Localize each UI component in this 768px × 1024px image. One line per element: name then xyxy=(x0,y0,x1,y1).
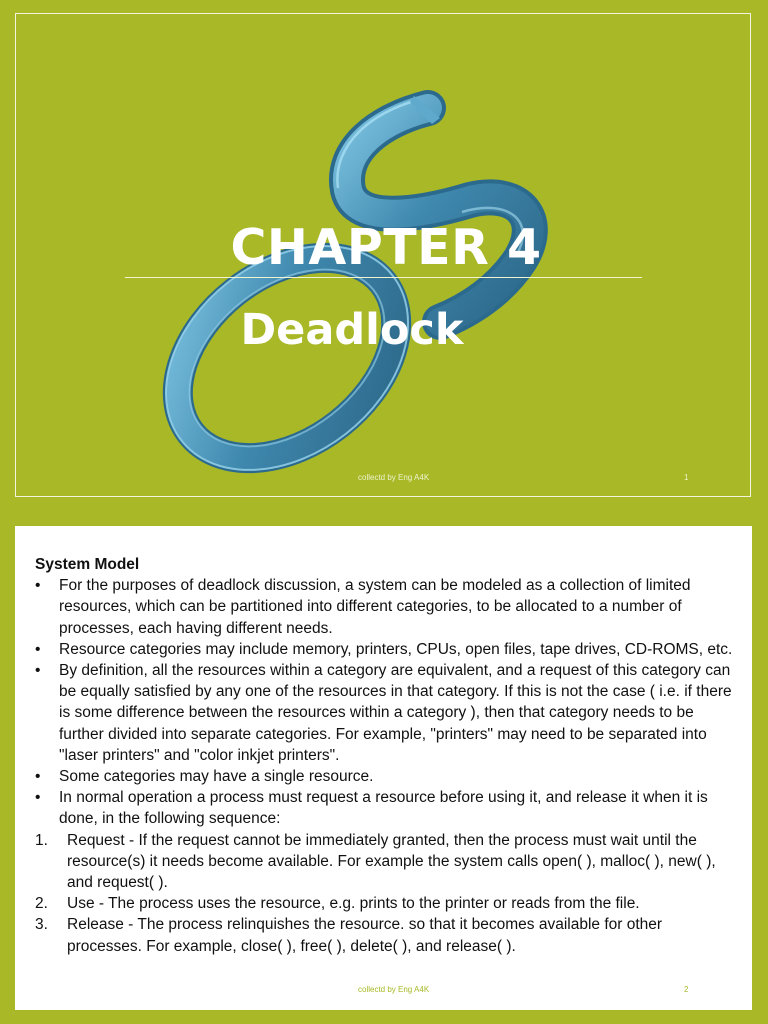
bullet-marker: • xyxy=(35,662,41,680)
chapter-title: CHAPTER 4 xyxy=(230,219,542,276)
title-divider xyxy=(125,277,642,278)
slide2-body xyxy=(35,554,735,957)
content-slide xyxy=(15,526,752,1010)
bullet-text: Resource categories may include memory, printers, CPUs, open files, tape drives, CD-ROMS, etc. xyxy=(59,640,733,658)
bullet-text: Some categories may have a single resource. xyxy=(59,768,374,786)
numbered-step xyxy=(35,914,735,956)
step-number: 3. xyxy=(35,916,48,934)
step-text: Release - The process relinquishes the resource. so that it becomes available for other processes. For example, close( ), free( ), delete( ), and release( ). xyxy=(67,916,663,955)
slide2-footer: collectd by Eng A4K xyxy=(358,985,430,994)
bullet-item xyxy=(35,766,735,787)
numbered-step xyxy=(35,830,735,894)
bullet-item xyxy=(35,575,735,639)
bullet-text: For the purposes of deadlock discussion, a system can be modeled as a collection of limited resources, which can be partitioned into different categories, to be allocated to a number of processes, each having different needs. xyxy=(59,577,691,637)
step-number: 2. xyxy=(35,895,48,913)
bullet-item xyxy=(35,660,735,766)
bullet-marker: • xyxy=(35,640,41,658)
chapter-subtitle: Deadlock xyxy=(240,305,464,355)
bullet-text: In normal operation a process must request a resource before using it, and release it when it is done, in the following sequence: xyxy=(59,789,708,828)
section-heading: System Model xyxy=(35,556,140,573)
bullet-item xyxy=(35,639,735,660)
bullet-marker: • xyxy=(35,789,41,807)
slide1-footer: collectd by Eng A4K xyxy=(358,473,430,482)
bullet-marker: • xyxy=(35,577,41,595)
bullet-marker: • xyxy=(35,768,41,786)
slide2-page-number: 2 xyxy=(684,985,689,994)
step-text: Request - If the request cannot be immediately granted, then the process must wait until the resource(s) it needs become available. For example the system calls open( ), malloc( ), new( ), and request( ). xyxy=(67,831,716,892)
slide1-page-number: 1 xyxy=(684,473,689,482)
numbered-step xyxy=(35,893,735,914)
step-text: Use - The process uses the resource, e.g. prints to the printer or reads from the file. xyxy=(67,895,640,913)
step-number: 1. xyxy=(35,831,48,849)
bullet-item xyxy=(35,787,735,829)
bullet-text: By definition, all the resources within a category are equivalent, and a request of this category can be equally satisfied by any one of the resources in that category. If this is not the case ( i.e. if there is some difference between the resources within a category ), then that category needs to be further divided into separate categories. For example, "printers" may need to be separated into "laser printers" and "color inkjet printers". xyxy=(59,662,732,764)
